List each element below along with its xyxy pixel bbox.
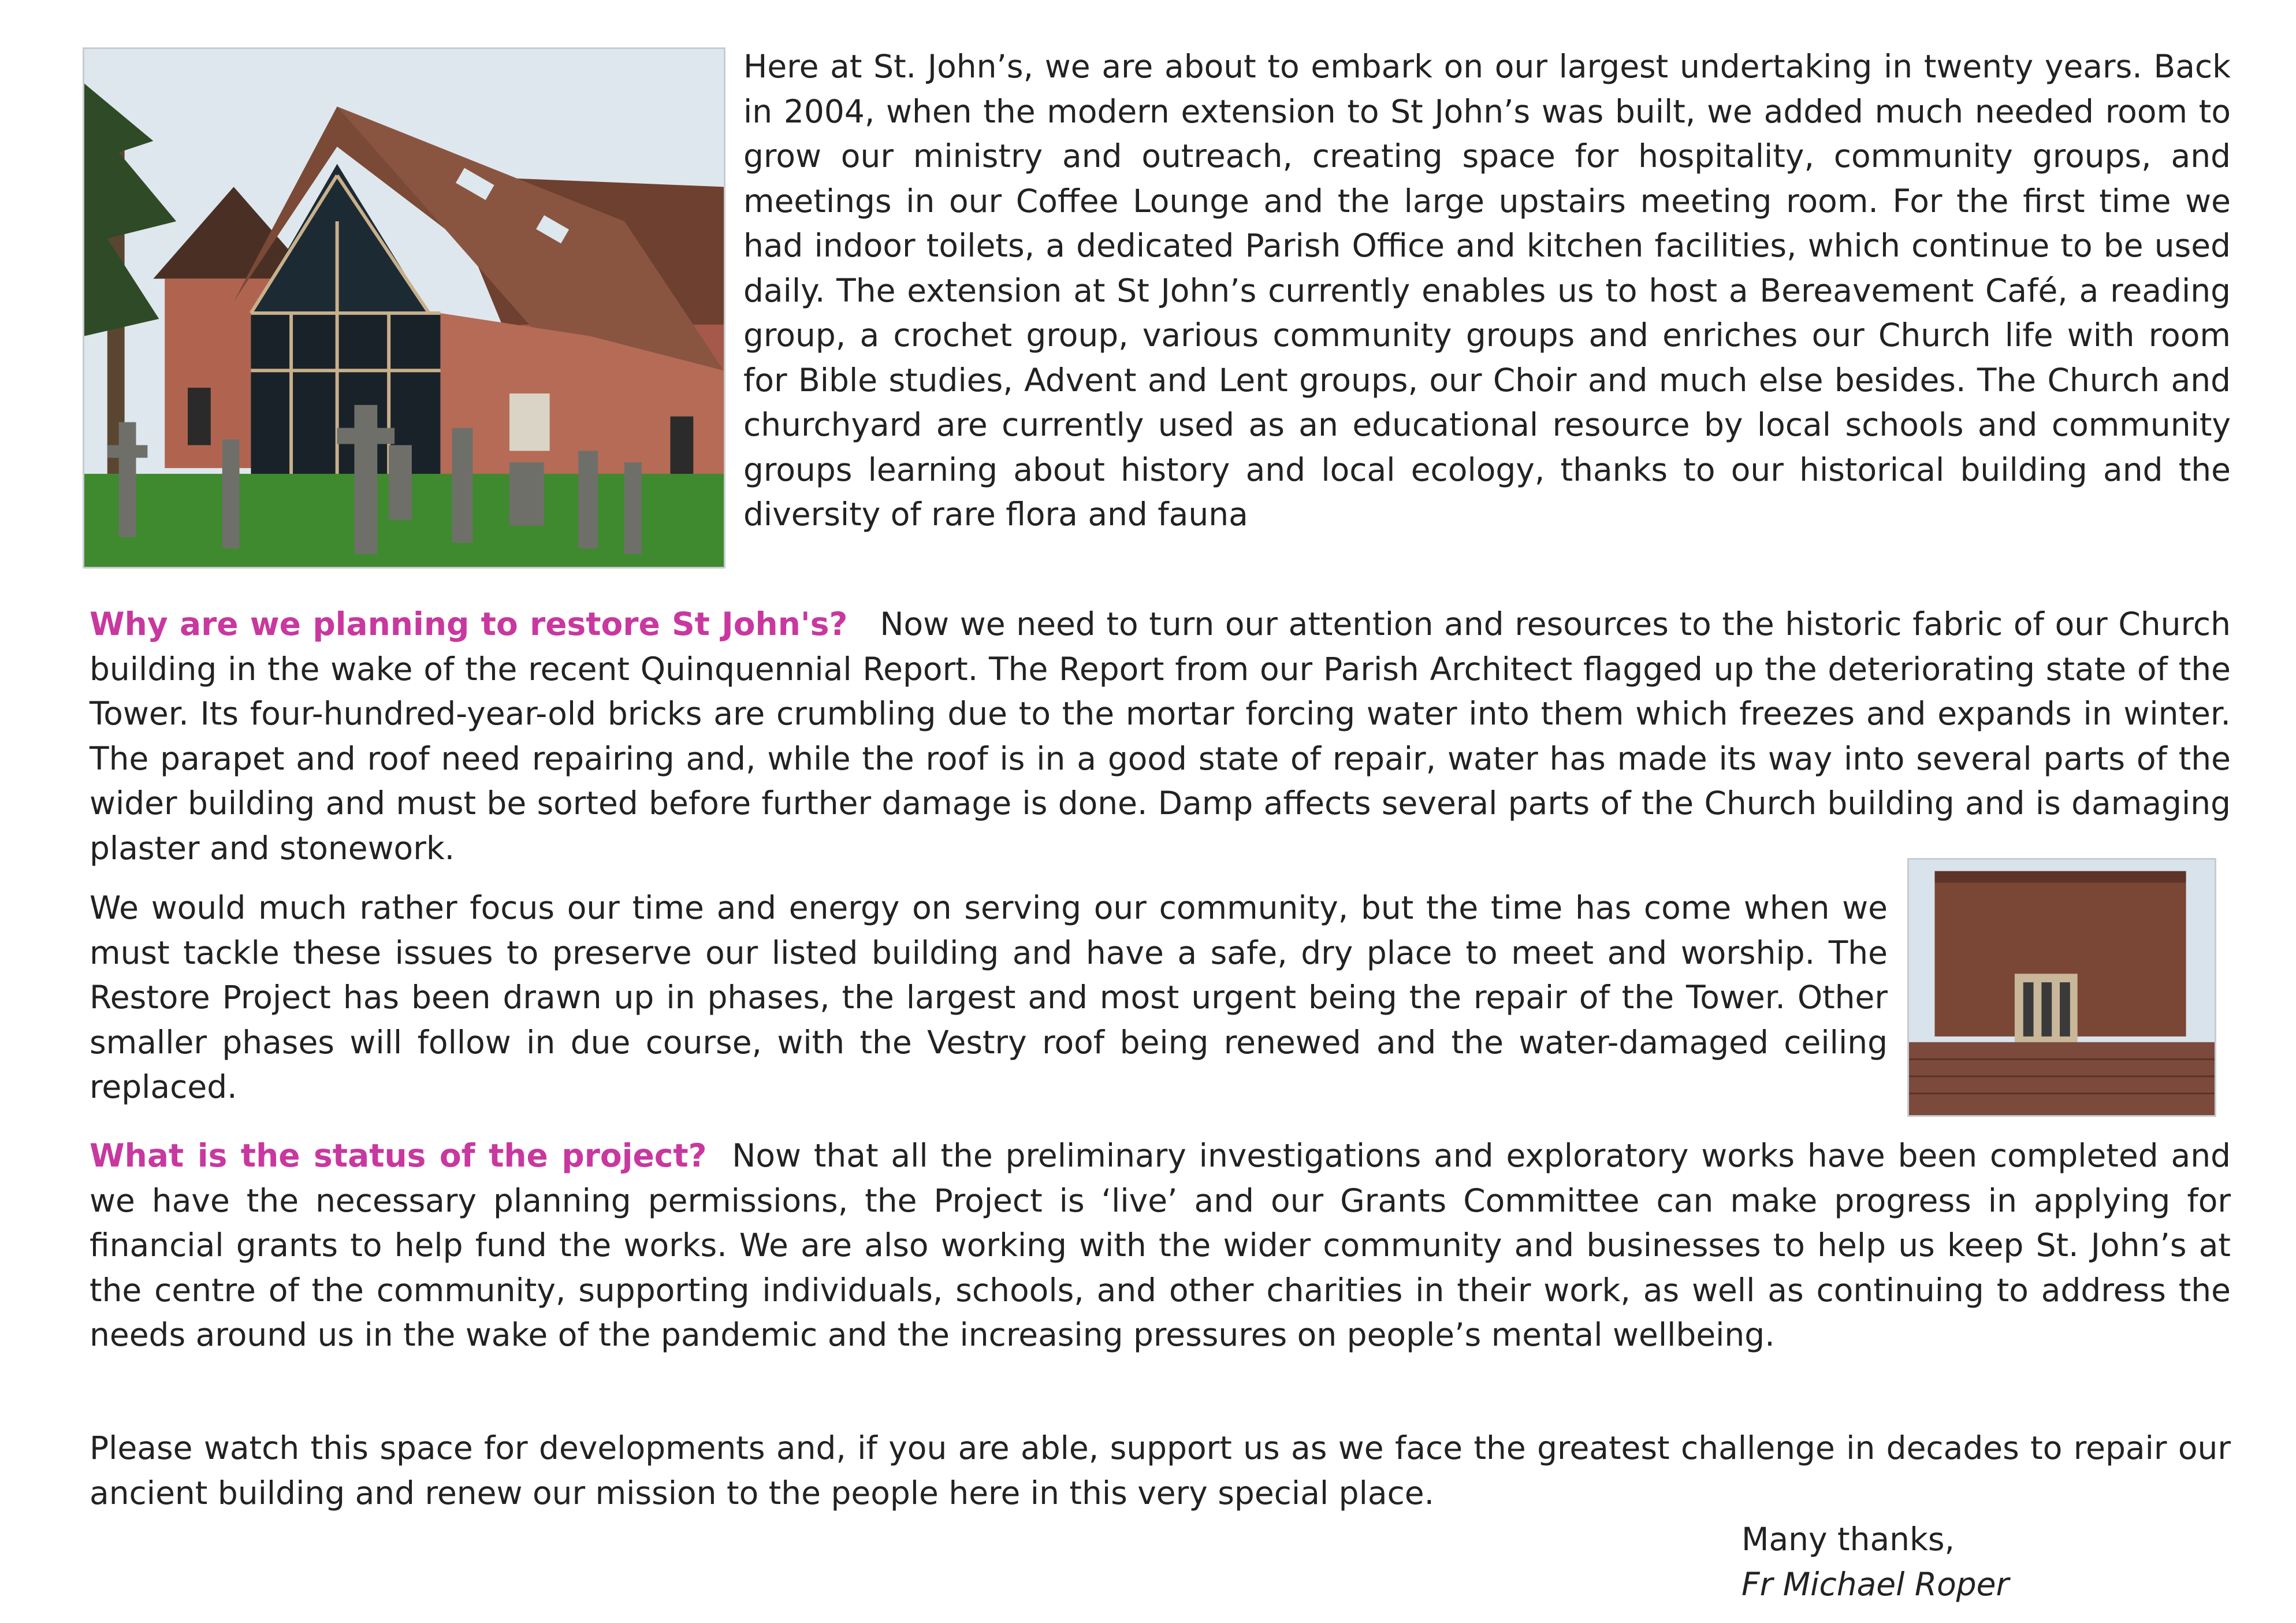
- focus-paragraph: We would much rather focus our time and energy on serving our community, but the time has come when we must tackle these issues to preserve our listed building and have a safe, dry place to meet and worship. The Restore Project has been drawn up in phases, the largest and most urgent being the repair of the Tower. Other smaller phases will follow in due course, with the Vestry roof being renewed and the water-damaged ceiling replaced.: [90, 889, 1888, 1105]
- project-status-paragraph: [90, 1134, 2231, 1358]
- church-tower-photo: [1907, 858, 2216, 1117]
- section-body-why-restore: Now we need to turn our attention and resources to the historic fabric of our Church building in the wake of the recent Quinquennial Report. The Report from our Parish Architect flagged up the deteriorating state of the Tower. Its four-hundred-year-old bricks are crumbling due to the mortar forcing water into them which freezes and expands in winter. The parapet and roof need repairing and, while the roof is in a good state of repair, water has made its way into several parts of the wider building and must be sorted before further damage is done. Damp affects several parts of the Church building and is damaging plaster and stonework.: [90, 606, 2231, 867]
- section-heading-why-restore: Why are we planning to restore St John's?: [90, 606, 848, 642]
- intro-paragraph: Here at St. John’s, we are about to embark on our largest undertaking in twenty years. Back in 2004, when the modern extension to St John’s was built, we added much needed room to grow our ministry and outreach, creating space for hospitality, community groups, and meetings in our Coffee Lounge and the large upstairs meeting room. For the first time we had indoor toilets, a dedicated Parish Office and kitchen facilities, which continue to be used daily. The extension at St John’s currently enables us to host a Bereavement Café, a reading group, a crochet group, various community groups and enriches our Church life with room for Bible studies, Advent and Lent groups, our Choir and much else besides. The Church and churchyard are currently used as an educational resource by local schools and community groups learning about history and local ecology, thanks to our historical building and the diversity of rare flora and fauna: [743, 48, 2231, 533]
- church-tower-illustration: [1909, 860, 2215, 1115]
- closing-paragraph: Please watch this space for developments and, if you are able, support us as we face the greatest challenge in decades to repair our ancient building and renew our mission to the people here in this very special place.: [90, 1429, 2231, 1511]
- church-extension-illustration: [84, 49, 724, 567]
- sign-off: [1741, 1517, 2009, 1607]
- section-body-project-status: Now that all the preliminary investigations and exploratory works have been completed and we have the necessary planning permissions, the Project is ‘live’ and our Grants Committee can make progress in applying for financial grants to help fund the works. We are also working with the wider community and businesses to help us keep St. John’s at the centre of the community, supporting individuals, schools, and other charities in their work, as well as continuing to address the needs around us in the wake of the pandemic and the increasing pressures on people’s mental wellbeing.: [90, 1137, 2231, 1353]
- church-extension-photo: [83, 47, 725, 569]
- restore-reason-paragraph: [90, 602, 2231, 871]
- signature: Fr Michael Roper: [1741, 1566, 2010, 1603]
- section-heading-project-status: What is the status of the project?: [90, 1137, 707, 1174]
- thanks-line: Many thanks,: [1741, 1521, 1955, 1558]
